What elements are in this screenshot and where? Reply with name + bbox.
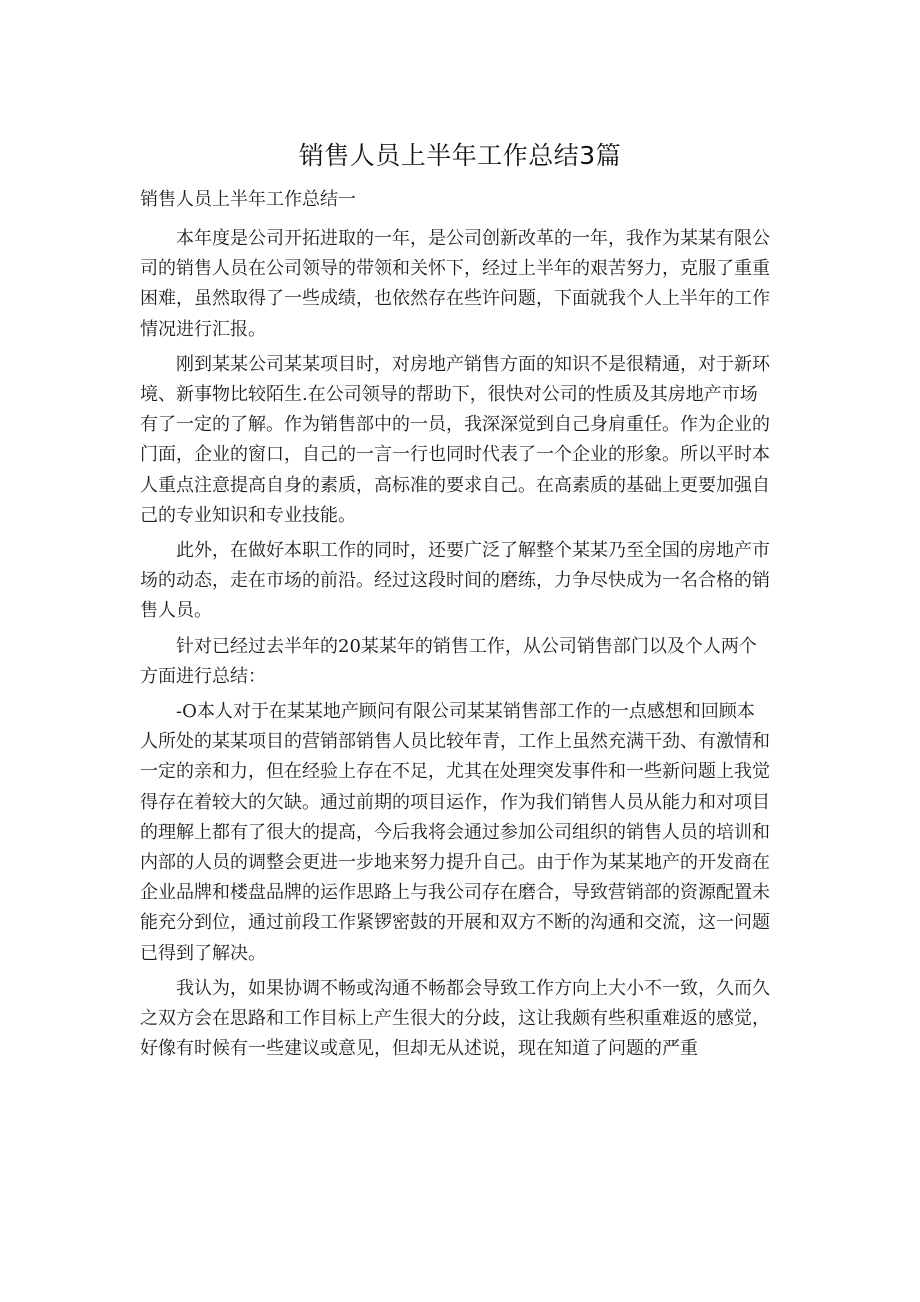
paragraph	[140, 224, 800, 345]
paragraph-line: 能充分到位，通过前段工作紧锣密鼓的开展和双方不断的沟通和交流，这一问题	[140, 912, 770, 934]
paragraph-line: 刚到某某公司某某项目时，对房地产销售方面的知识不是很精通，对于新环	[176, 353, 770, 375]
paragraph-line: 得存在着较大的欠缺。通过前期的项目运作，作为我们销售人员从能力和对项目	[140, 791, 770, 813]
paragraph-line: 司的销售人员在公司领导的带领和关怀下，经过上半年的艰苦努力，克服了重重	[140, 258, 770, 280]
paragraph	[140, 974, 800, 1065]
paragraph-line: 困难，虽然取得了一些成绩，也依然存在些许问题，下面就我个人上半年的工作	[140, 288, 770, 310]
paragraph-line: 本年度是公司开拓进取的一年，是公司创新改革的一年，我作为某某有限公	[176, 228, 770, 249]
paragraph	[140, 350, 800, 531]
paragraph-line: 一定的亲和力，但在经验上存在不足，尤其在处理突发事件和一些新问题上我觉	[140, 761, 770, 783]
document-body	[140, 224, 800, 1069]
paragraph-line: 门面，企业的窗口，自己的一言一行也同时代表了一个企业的形象。所以平时本	[140, 444, 770, 466]
paragraph	[140, 697, 800, 969]
paragraph-line: 场的动态，走在市场的前沿。经过这段时间的磨练，力争尽快成为一名合格的销	[140, 570, 770, 592]
paragraph-line: 人所处的某某项目的营销部销售人员比较年青，工作上虽然充满干劲、有激情和	[140, 731, 770, 753]
paragraph-line: 方面进行总结：	[140, 665, 266, 687]
paragraph-line: 境、新事物比较陌生.在公司领导的帮助下，很快对公司的性质及其房地产市场	[140, 384, 758, 406]
paragraph-line: 人重点注意提高自身的素质，高标准的要求自己。在高素质的基础上更要加强自	[140, 474, 770, 496]
paragraph	[140, 632, 800, 692]
paragraph-line: 好像有时候有一些建议或意见，但却无从述说，现在知道了问题的严重	[140, 1038, 698, 1060]
paragraph-line: 我认为，如果协调不畅或沟通不畅都会导致工作方向上大小不一致，久而久	[176, 977, 770, 999]
paragraph-line: 之双方会在思路和工作目标上产生很大的分歧，这让我颇有些积重难返的感觉，	[140, 1008, 770, 1030]
paragraph-line: 的理解上都有了很大的提高，今后我将会通过参加公司组织的销售人员的培训和	[140, 821, 770, 843]
paragraph-line: 企业品牌和楼盘品牌的运作思路上与我公司存在磨合，导致营销部的资源配置未	[140, 882, 770, 904]
paragraph-line: 有了一定的了解。作为销售部中的一员，我深深觉到自己身肩重任。作为企业的	[140, 414, 770, 436]
paragraph-line: 内部的人员的调整会更进一步地来努力提升自己。由于作为某某地产的开发商在	[140, 852, 770, 874]
paragraph	[140, 536, 800, 627]
section-heading: 销售人员上半年工作总结一	[140, 189, 356, 210]
paragraph-line: 此外，在做好本职工作的同时，还要广泛了解整个某某乃至全国的房地产市	[176, 540, 770, 562]
document-title: 销售人员上半年工作总结3篇	[298, 141, 622, 170]
paragraph-line: 已得到了解决。	[140, 942, 266, 964]
paragraph-line: -O本人对于在某某地产顾问有限公司某某销售部工作的一点感想和回顾本	[176, 701, 755, 723]
paragraph-line: 己的专业知识和专业技能。	[140, 504, 356, 526]
paragraph-line: 针对已经过去半年的20某某年的销售工作，从公司销售部门以及个人两个	[176, 635, 757, 657]
paragraph-line: 情况进行汇报。	[140, 318, 266, 340]
paragraph-line: 售人员。	[140, 600, 212, 622]
